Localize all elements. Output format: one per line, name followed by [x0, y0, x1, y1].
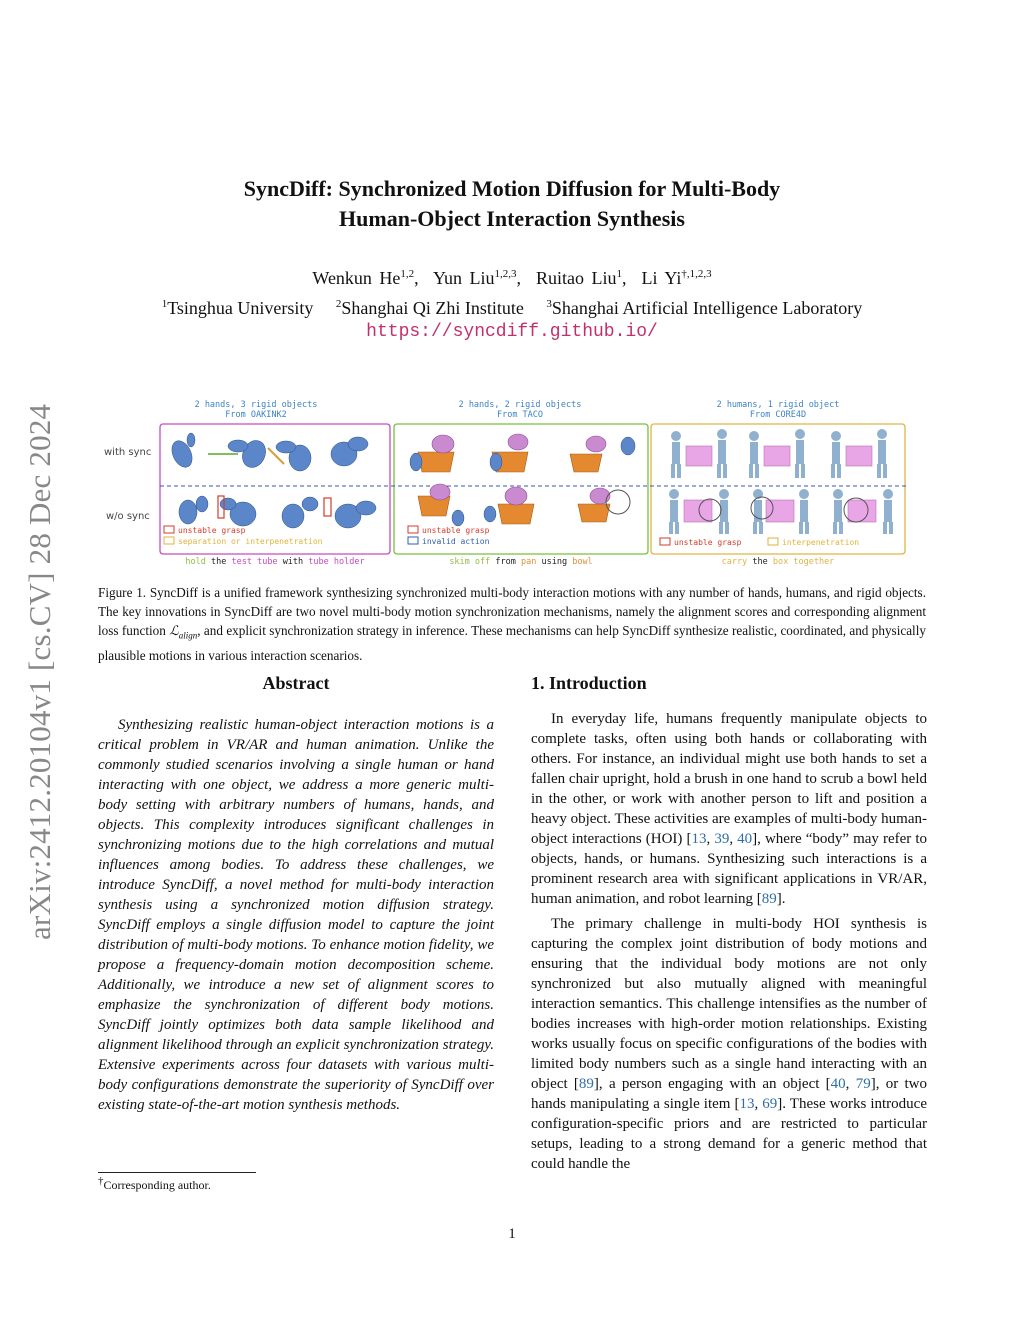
- panel-2-header-config: 2 hands, 2 rigid objects: [458, 400, 582, 410]
- arxiv-side-stamp: arXiv:2412.20104v1 [cs.CV] 28 Dec 2024: [22, 403, 57, 940]
- carry-box-scene: [669, 489, 729, 534]
- pan-and-bowl-scene: [490, 434, 528, 472]
- panel-3-header-config: 2 humans, 1 rigid object: [716, 400, 840, 410]
- panel-2-legend-invalid-action: invalid action: [422, 537, 490, 546]
- author: Wenkun He$^{1,2}$,: [312, 268, 427, 288]
- abstract-column: [98, 715, 494, 1120]
- abstract-heading: Abstract: [262, 673, 330, 693]
- intro-paragraph-1: In everyday life, humans frequently manipulate objects to complete tasks, often using both hands or collaborating with others. For instance, an individual might use both hands to set a fallen chair upright, hold a brush in one hand to scrub a bowl held in the other, or work with another person to lift and position a heavy object. These activities are examples of multi-body human-object interactions (HOI) [13, 39, 40], where “body” may refer to objects, hands, or humans. Synthesizing such interactions is a prominent research area with significant applications in VR/AR, human animation, and robot learning [89].: [531, 711, 928, 907]
- author: Yun Liu$^{1,2,3}$,: [433, 268, 529, 288]
- teaser-figure: [98, 392, 926, 572]
- affiliation: $^2$Shanghai Qi Zhi Institute: [335, 298, 524, 318]
- hand-illustration: [484, 506, 496, 522]
- affiliation: $^3$Shanghai Artificial Intelligence Laboratory: [546, 298, 863, 318]
- citation-link[interactable]: 39: [714, 831, 730, 847]
- citation-link[interactable]: 69: [762, 1096, 778, 1112]
- panel-3-illustration: [669, 429, 893, 534]
- hand-illustration: [276, 441, 311, 471]
- hand-illustration: [168, 433, 196, 470]
- hand-illustration: [410, 453, 422, 471]
- panel-1-header-config: 2 hands, 3 rigid objects: [194, 400, 318, 410]
- hand-illustration: [490, 453, 502, 471]
- hand-illustration: [452, 510, 464, 526]
- footnote-rule: [98, 1172, 256, 1173]
- panel-3-legend-interpenetration: interpenetration: [782, 538, 860, 547]
- pan-and-bowl-scene: [418, 484, 464, 526]
- unstable-grasp-marker: [324, 498, 331, 516]
- panel-1-legend-separation: separation or interpenetration: [178, 537, 323, 546]
- panel-2-caption: skim off from pan using bowl: [449, 557, 593, 567]
- row-label-with-sync: with sync: [104, 447, 152, 458]
- hand-illustration: [282, 497, 318, 528]
- carry-box-scene: [751, 489, 809, 534]
- panel-headers: [195, 400, 840, 420]
- title-line-2: Human-Object Interaction Synthesis: [339, 206, 685, 231]
- project-url-link[interactable]: https://syncdiff.github.io/: [366, 322, 658, 342]
- panel-captions: [185, 557, 834, 567]
- citation-link[interactable]: 79: [855, 1076, 871, 1092]
- pan-and-bowl-scene: [570, 436, 635, 472]
- abstract-text: Synthesizing realistic human-object interaction motions is a critical problem in VR/AR and human animation. Unlike the commonly studied scenarios involving a single human or hand interacting with one object, we address a more generic multi-body setting with arbitrary numbers of humans, hands, and objects. This complexity introduces significant challenges in synchronizing motions due to the high correlations and mutual influences among bodies. To address these challenges, we introduce SyncDiff, a novel method for multi-body interaction synthesis using a synchronized motion diffusion strategy. SyncDiff employs a single diffusion model to capture the joint distribution of multi-body motions. To enhance motion fidelity, we propose a frequency-domain motion decomposition scheme. Additionally, we introduce a new set of alignment scores to emphasize the synchronization of different body motions. SyncDiff jointly optimizes both data sample likelihood and alignment likelihood through an explicit synchronization strategy. Extensive experiments across four datasets with various multi-body configurations demonstrate the superiority of SyncDiff over existing state-of-the-art motion synthesis methods.: [98, 717, 494, 1113]
- panel-3-legend-unstable-grasp: unstable grasp: [674, 538, 742, 547]
- carry-box-scene: [833, 489, 893, 534]
- panel-2-illustration: [410, 434, 635, 526]
- hand-illustration: [335, 501, 376, 528]
- author: Ruitao Liu$^1$,: [536, 268, 635, 288]
- panel-1-legend-unstable-grasp: unstable grasp: [178, 526, 246, 535]
- paper-title: [120, 174, 904, 234]
- panel-3-header-source: From CORE4D: [749, 410, 807, 420]
- hand-illustration: [220, 498, 256, 526]
- carry-box-scene: [831, 429, 887, 478]
- panel-1-header-source: From OAKINK2: [225, 410, 287, 420]
- citation-link[interactable]: 40: [830, 1076, 846, 1092]
- introduction-column: [531, 709, 927, 1179]
- panel-3-caption: carry the box together: [721, 557, 835, 567]
- citation-link[interactable]: 89: [761, 891, 777, 907]
- citation-link[interactable]: 40: [737, 831, 753, 847]
- hand-illustration: [179, 496, 208, 524]
- affiliation-list: [60, 298, 964, 319]
- figure-caption: Figure 1. SyncDiff is a unified framework synthesizing synchronized multi-body interaction motions with any number of hands, humans, and rigid objects. The key innovations in SyncDiff are two novel multi-body motion synchronization mechanisms, namely the alignment scores and corresponding alignment loss function ℒ$_{align}$, and explicit synchronization strategy in inference. These mechanisms can help SyncDiff synthesize realistic, coordinated, and physically plausible motions in various interaction scenarios.: [98, 585, 926, 663]
- pan-and-bowl-scene: [410, 435, 454, 472]
- hand-illustration: [621, 437, 635, 455]
- row-label-without-sync: w/o sync: [106, 511, 150, 522]
- page-number: 1: [508, 1226, 516, 1242]
- introduction-heading: 1. Introduction: [531, 673, 647, 693]
- author: Li $Yi^{\dagger,1,2,3}$: [641, 268, 712, 288]
- panel-2-header-source: From TACO: [496, 410, 544, 420]
- intro-paragraph-2: The primary challenge in multi-body HOI synthesis is capturing the complex joint distribution of body motions and ensuring that the individual body motions are not only synchronized but also mutually aligned with meaningful interaction semantics. This challenge intensifies as the number of bodies increases with high-order motion relationships. Existing works usually focus on specific configurations of the bodies with limited body numbers such as a single hand interacting with an object [89], a person engaging with an object [40, 79], or two hands manipulating a single item [13, 69]. These works introduce configuration-specific priors and are restricted to particular setups, leading to a strong demand for a generic method that could handle the: [531, 916, 927, 1172]
- citation-link[interactable]: 13: [691, 831, 707, 847]
- pan-and-bowl-scene: [484, 487, 534, 524]
- author-list: [120, 268, 904, 289]
- hand-illustration: [331, 437, 368, 466]
- panel-2-legend-unstable-grasp: unstable grasp: [422, 526, 490, 535]
- unstable-grasp-marker: [606, 490, 630, 514]
- footnote: †Corresponding author.: [98, 1175, 211, 1192]
- title-line-1: SyncDiff: Synchronized Motion Diffusion for Multi-Body: [243, 176, 781, 201]
- panel-1-caption: hold the test tube with tube holder: [185, 557, 365, 567]
- affiliation: $^1$Tsinghua University: [161, 298, 314, 318]
- panel-3-frame: [651, 424, 905, 554]
- carry-box-scene: [671, 429, 727, 478]
- panel-1-illustration: [168, 433, 376, 528]
- pan-and-bowl-scene: [578, 488, 630, 522]
- citation-link[interactable]: 89: [578, 1076, 594, 1092]
- citation-link[interactable]: 13: [739, 1096, 755, 1112]
- carry-box-scene: [749, 429, 805, 478]
